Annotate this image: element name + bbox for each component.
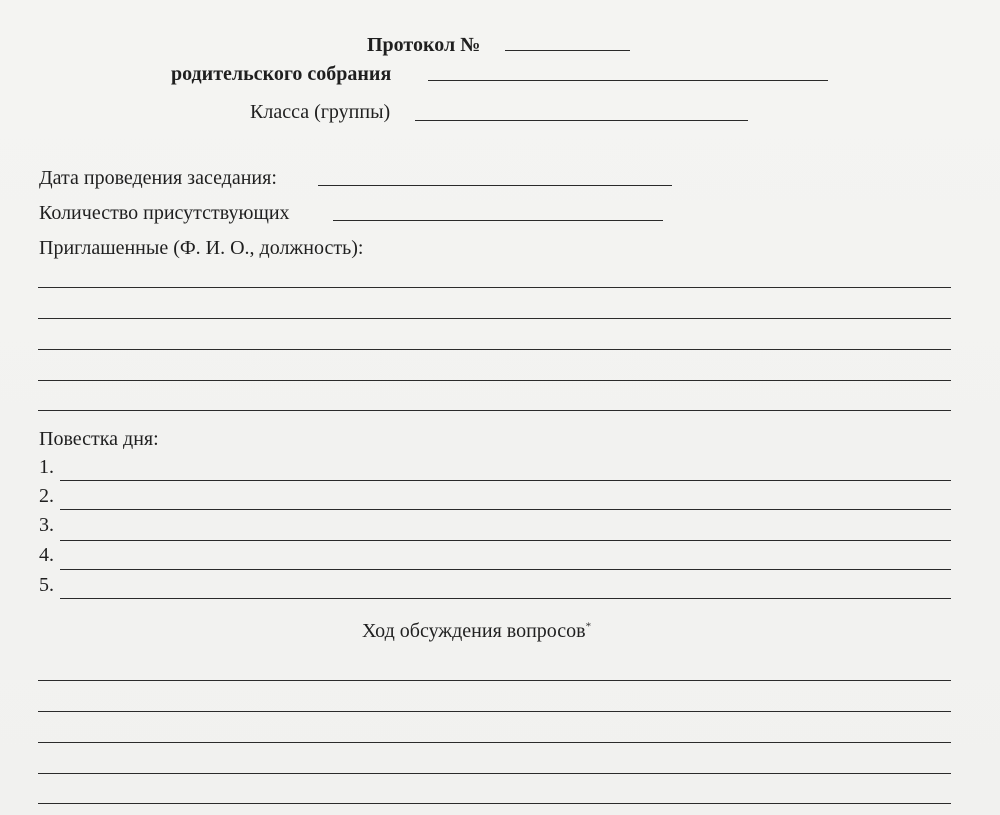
invited-label: Приглашенные (Ф. И. О., должность):	[39, 237, 364, 259]
agenda-line-4[interactable]	[60, 569, 951, 570]
invited-line-2[interactable]	[38, 318, 951, 319]
agenda-line-2[interactable]	[60, 509, 951, 510]
agenda-line-1[interactable]	[60, 480, 951, 481]
class-label: Класса (группы)	[250, 101, 391, 123]
invited-line-3[interactable]	[38, 349, 951, 350]
class-line[interactable]	[415, 120, 748, 121]
protocol-number-line[interactable]	[505, 50, 630, 51]
discussion-line-1[interactable]	[38, 680, 951, 681]
meeting-name-line[interactable]	[428, 80, 828, 81]
agenda-line-3[interactable]	[60, 540, 951, 541]
footnote-marker: *	[585, 620, 592, 633]
invited-line-4[interactable]	[38, 380, 951, 381]
meeting-subtitle: родительского собрания	[171, 63, 392, 85]
agenda-item-number: 1.	[39, 456, 54, 478]
attendees-count-line[interactable]	[333, 220, 663, 221]
invited-line-1[interactable]	[38, 287, 951, 288]
agenda-label: Повестка дня:	[39, 428, 159, 450]
attendees-count-label: Количество присутствующих	[39, 202, 290, 224]
discussion-line-3[interactable]	[38, 742, 951, 743]
agenda-item-number: 2.	[39, 485, 54, 507]
invited-line-5[interactable]	[38, 410, 951, 411]
discussion-line-5[interactable]	[38, 803, 951, 804]
agenda-item-number: 3.	[39, 514, 54, 536]
date-label: Дата проведения заседания:	[39, 167, 277, 189]
discussion-line-4[interactable]	[38, 773, 951, 774]
discussion-line-2[interactable]	[38, 711, 951, 712]
protocol-title: Протокол №	[367, 34, 481, 56]
agenda-line-5[interactable]	[60, 598, 951, 599]
date-line[interactable]	[318, 185, 672, 186]
agenda-item-number: 5.	[39, 574, 54, 596]
discussion-heading: Ход обсуждения вопросов*	[362, 620, 592, 642]
agenda-item-number: 4.	[39, 544, 54, 566]
